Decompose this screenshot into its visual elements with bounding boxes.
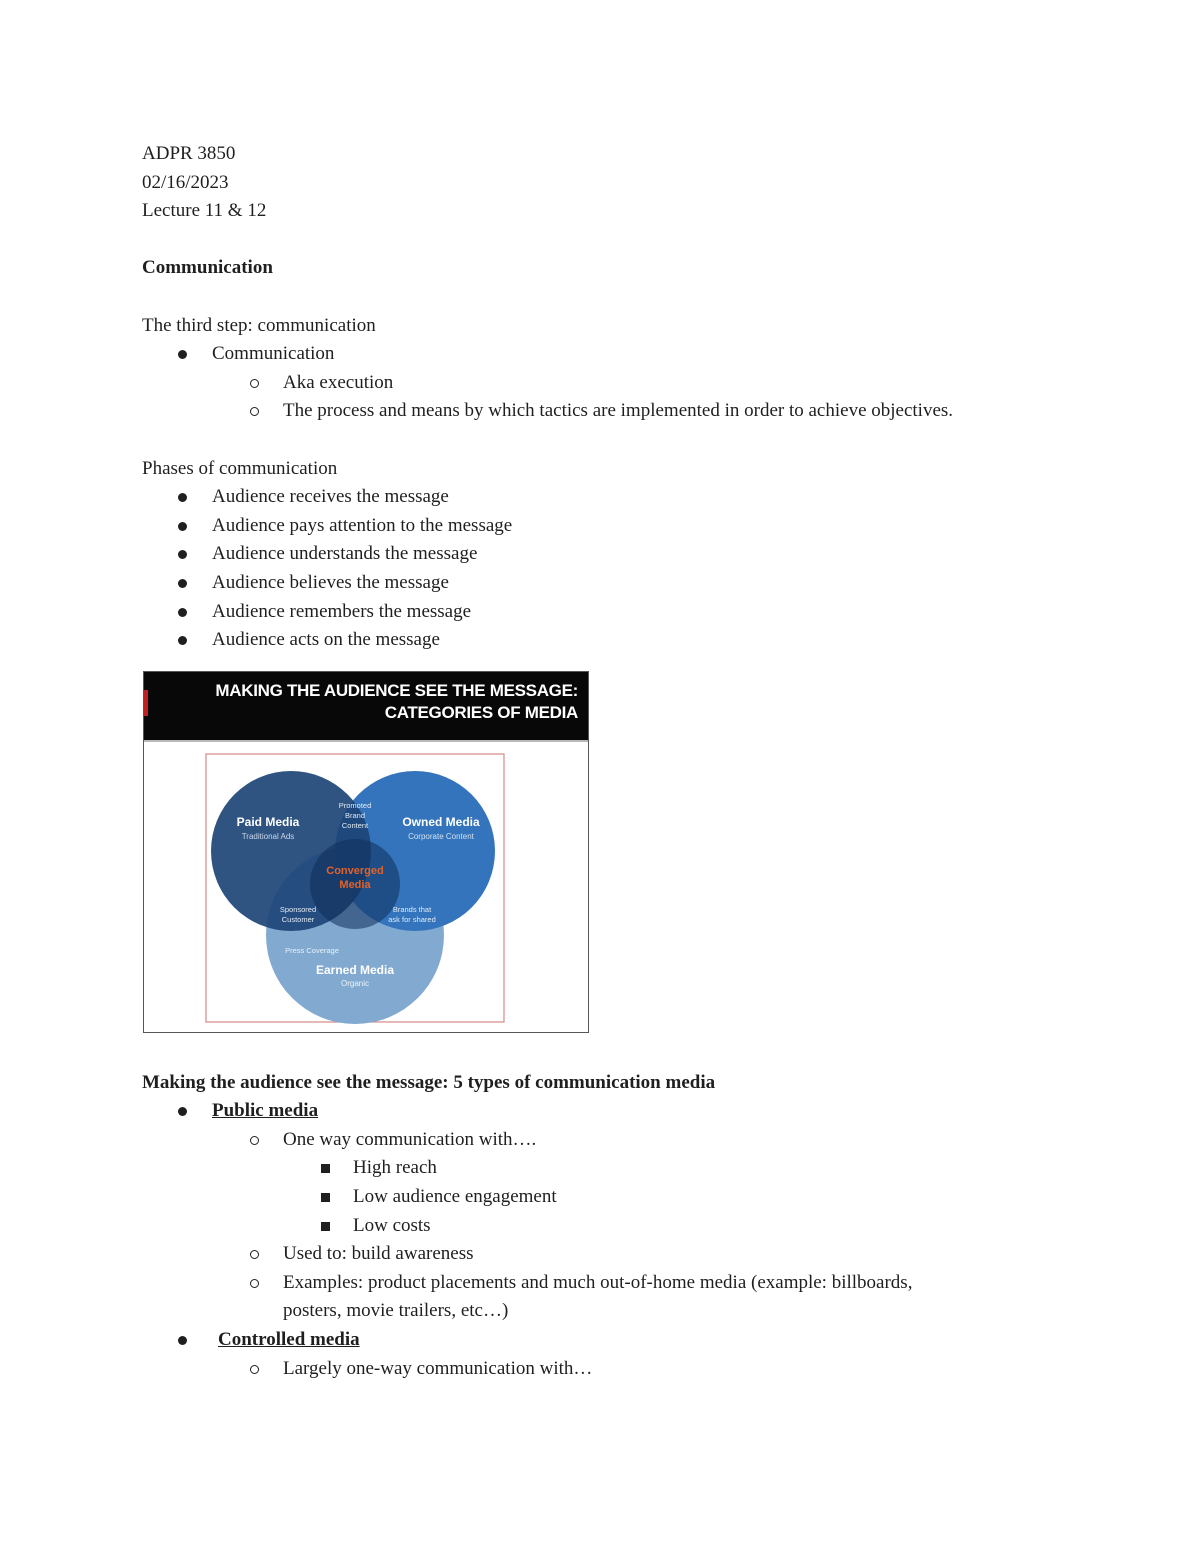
list-item: Audience believes the message xyxy=(142,569,1062,598)
owned-media-label: Owned Media xyxy=(402,814,480,829)
lecture-number: Lecture 11 & 12 xyxy=(142,200,267,222)
bullet-circle-icon xyxy=(250,379,259,388)
list-item: Examples: product placements and much out-of-home media (example: billboards, xyxy=(142,1269,1062,1298)
owned-media-sub: Corporate Content xyxy=(408,831,474,841)
bullet-circle-icon xyxy=(250,1365,259,1374)
sponsored-text-2: Customer xyxy=(281,914,315,924)
slide-title-line1: MAKING THE AUDIENCE SEE THE MESSAGE: xyxy=(215,680,578,700)
list-item: Audience receives the message xyxy=(142,483,1062,512)
list-item: Communication xyxy=(142,340,1062,369)
list-item: High reach xyxy=(142,1154,1062,1183)
earned-media-sub: Organic xyxy=(340,978,370,988)
list-item: Audience acts on the message xyxy=(142,626,1062,655)
bullet-dot-icon xyxy=(178,608,187,617)
bullet-circle-icon xyxy=(250,407,259,416)
bullet-dot-icon xyxy=(178,550,187,559)
list-item: Audience remembers the message xyxy=(142,598,1062,627)
bullet-dot-icon xyxy=(178,1336,187,1345)
slide-title-line2: CATEGORIES OF MEDIA xyxy=(384,702,578,722)
bullet-dot-icon xyxy=(178,522,187,531)
earned-media-label: Earned Media xyxy=(315,962,395,977)
section-heading: Communication xyxy=(142,257,273,279)
media-categories-slide xyxy=(143,671,589,1033)
list-item: Public media xyxy=(142,1097,1062,1126)
list-item: Low audience engagement xyxy=(142,1183,1062,1212)
list-item-continuation: posters, movie trailers, etc…) xyxy=(283,1300,509,1322)
list-item: Audience understands the message xyxy=(142,540,1062,569)
venn-diagram xyxy=(144,672,587,1031)
promoted-text-1: Promoted xyxy=(338,800,372,810)
list-item: Controlled media xyxy=(142,1326,1062,1355)
promoted-text-2: Brand xyxy=(344,810,366,820)
list-item: Aka execution xyxy=(142,369,1062,398)
paid-media-label: Paid Media xyxy=(236,814,300,829)
brands-text-2: ask for shared xyxy=(388,914,436,924)
bullet-dot-icon xyxy=(178,1107,187,1116)
third-step-intro: The third step: communication xyxy=(142,314,376,336)
bullet-circle-icon xyxy=(250,1250,259,1259)
bullet-dot-icon xyxy=(178,350,187,359)
list-item: Audience pays attention to the message xyxy=(142,512,1062,541)
phases-intro: Phases of communication xyxy=(142,457,338,479)
bullet-dot-icon xyxy=(178,493,187,502)
sponsored-text-1: Sponsored xyxy=(279,904,317,914)
bullet-circle-icon xyxy=(250,1279,259,1288)
brands-text-1: Brands that xyxy=(392,904,432,914)
promoted-text-3: Content xyxy=(341,820,369,830)
list-item: Used to: build awareness xyxy=(142,1240,1062,1269)
bullet-circle-icon xyxy=(250,1136,259,1145)
list-item: Largely one-way communication with… xyxy=(142,1355,1062,1384)
bullet-square-icon xyxy=(321,1193,330,1202)
course-code: ADPR 3850 xyxy=(142,143,236,164)
paid-media-sub: Traditional Ads xyxy=(241,831,295,841)
document-page xyxy=(142,140,1062,1383)
converged-label-1: Converged xyxy=(326,864,384,877)
list-item: Low costs xyxy=(142,1212,1062,1241)
bullet-square-icon xyxy=(321,1164,330,1173)
media-types-heading: Making the audience see the message: 5 types of communication media xyxy=(142,1071,716,1093)
bullet-dot-icon xyxy=(178,636,187,645)
press-coverage-text: Press Coverage xyxy=(285,945,339,955)
lecture-date: 02/16/2023 xyxy=(142,171,229,193)
bullet-square-icon xyxy=(321,1222,330,1231)
list-item: One way communication with…. xyxy=(142,1126,1062,1155)
converged-label-2: Media xyxy=(339,878,371,891)
bullet-dot-icon xyxy=(178,579,187,588)
list-item: The process and means by which tactics are implemented in order to achieve objectives. xyxy=(142,397,1062,426)
